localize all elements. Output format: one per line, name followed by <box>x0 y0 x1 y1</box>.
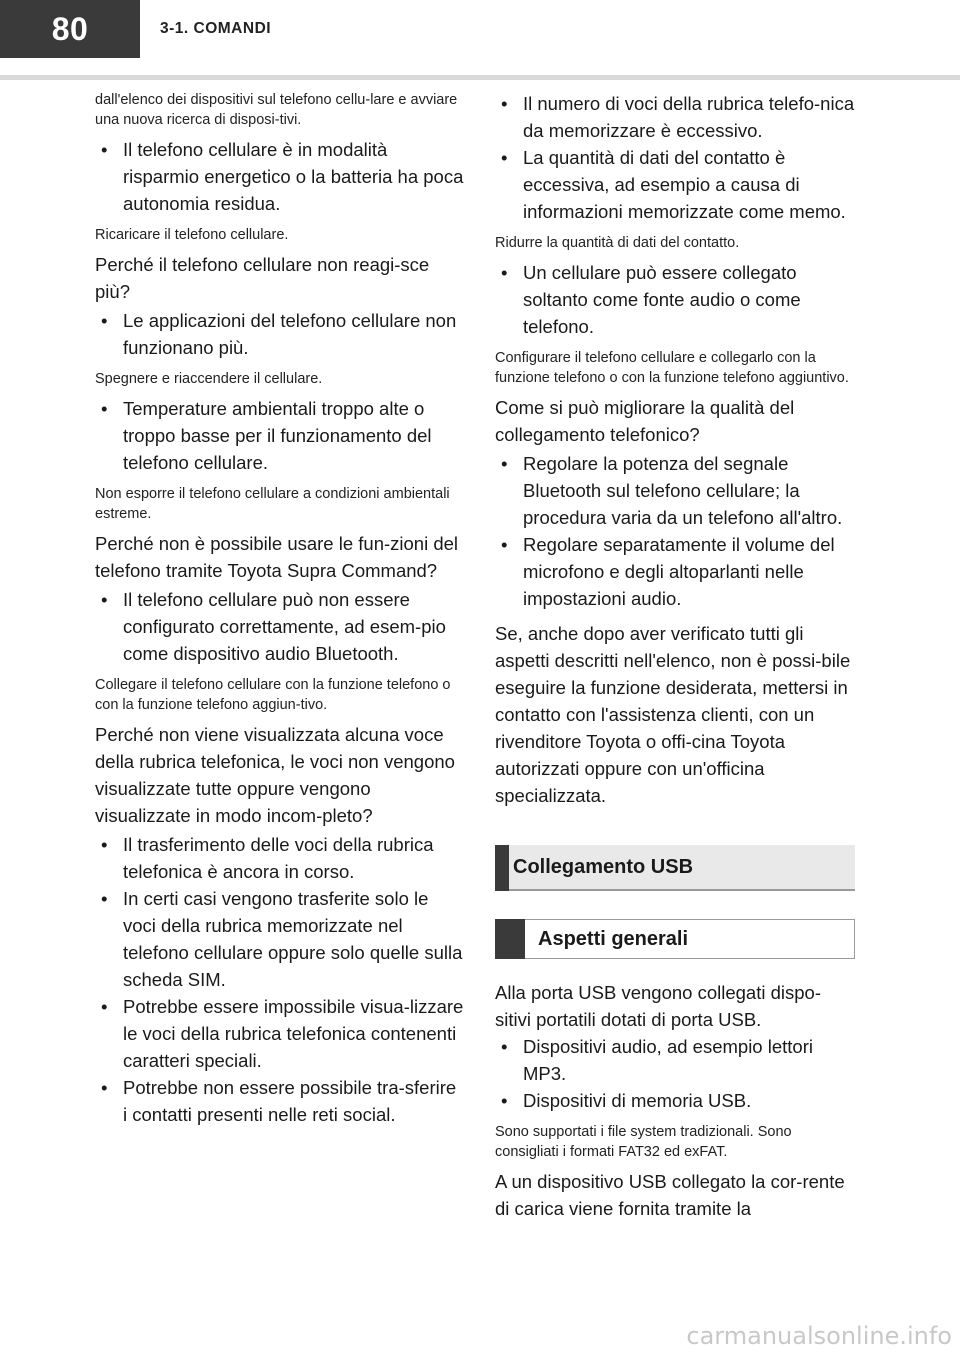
subsection-marker <box>495 919 525 959</box>
subsection-heading <box>495 919 855 959</box>
bullet-item <box>495 450 855 531</box>
bullet-icon: • <box>101 398 108 419</box>
bullet-item <box>95 885 465 993</box>
bullet-icon: • <box>501 534 508 555</box>
bullet-item <box>95 307 465 361</box>
bullet-icon: • <box>501 262 508 283</box>
bullet-text: Temperature ambientali troppo alte o troppo basse per il funzionamento del telefono cellulare. <box>123 398 432 473</box>
bullet-text: Potrebbe essere impossibile visua-lizzare le voci della rubrica telefonica contenenti caratteri speciali. <box>123 996 464 1071</box>
question-heading: Come si può migliorare la qualità del collegamento telefonico? <box>495 397 795 445</box>
bullet-icon: • <box>101 888 108 909</box>
question-heading: Perché il telefono cellulare non reagi-sce più? <box>95 254 430 302</box>
note-text: Spegnere e riaccendere il cellulare. <box>95 371 323 387</box>
bullet-icon: • <box>501 453 508 474</box>
bullet-icon: • <box>101 310 108 331</box>
body-paragraph: Alla porta USB vengono collegati dispo-sitivi portatili dotati di porta USB. <box>495 982 821 1030</box>
note-text: Ricaricare il telefono cellulare. <box>95 227 289 243</box>
bullet-item <box>95 993 465 1074</box>
note-text: Non esporre il telefono cellulare a condizioni ambientali estreme. <box>95 486 450 522</box>
bullet-item <box>95 831 465 885</box>
bullet-item <box>495 90 855 144</box>
bullet-text: Regolare separatamente il volume del microfono e degli altoparlanti nelle impostazioni audio. <box>523 534 835 609</box>
body-paragraph: A un dispositivo USB collegato la cor-rente di carica viene fornita tramite la <box>495 1171 845 1219</box>
note-text: Sono supportati i file system tradizionali. Sono consigliati i formati FAT32 ed exFAT. <box>495 1124 792 1160</box>
section-title: Collegamento USB <box>513 855 694 878</box>
question-heading: Perché non è possibile usare le fun-zioni del telefono tramite Toyota Supra Command? <box>95 533 459 581</box>
bullet-icon: • <box>101 139 108 160</box>
bullet-item <box>95 136 465 217</box>
bullet-icon: • <box>101 996 108 1017</box>
bullet-text: Potrebbe non essere possibile tra-sferire i contatti presenti nelle reti social. <box>123 1077 457 1125</box>
right-column <box>495 90 855 1232</box>
question-heading: Perché non viene visualizzata alcuna voce della rubrica telefonica, le voci non vengono visualizzate tutte oppure vengono visualizzate in modo incom-pleto? <box>95 724 455 826</box>
note-text: Ridurre la quantità di dati del contatto. <box>495 235 740 251</box>
header-divider <box>0 75 960 80</box>
bullet-icon: • <box>501 1036 508 1057</box>
bullet-text: Dispositivi audio, ad esempio lettori MP3. <box>523 1036 813 1084</box>
bullet-item <box>95 395 465 476</box>
bullet-item <box>495 259 855 340</box>
bullet-text: In certi casi vengono trasferite solo le voci della rubrica memorizzate nel telefono cellulare oppure solo quelle sulla scheda SIM. <box>123 888 463 990</box>
bullet-text: Il numero di voci della rubrica telefo-nica da memorizzare è eccessivo. <box>523 93 855 141</box>
bullet-text: Il telefono cellulare è in modalità risparmio energetico o la batteria ha poca autonomia residua. <box>123 139 464 214</box>
bullet-item <box>495 531 855 612</box>
bullet-icon: • <box>101 834 108 855</box>
page-number: 80 <box>0 0 140 58</box>
bullet-text: Dispositivi di memoria USB. <box>523 1090 752 1111</box>
section-heading <box>495 845 855 891</box>
bullet-icon: • <box>101 1077 108 1098</box>
body-paragraph: Se, anche dopo aver verificato tutti gli aspetti descritti nell'elenco, non è possi-bile eseguire la funzione desiderata, mettersi in contatto con l'assistenza clienti, con un rivenditore Toyota o offi-cina Toyota autorizzati oppure con un'officina specializzata. <box>495 623 851 806</box>
bullet-text: Il telefono cellulare può non essere configurato correttamente, ad esem-pio come dispositivo audio Bluetooth. <box>123 589 446 664</box>
section-marker <box>495 845 509 891</box>
left-column <box>95 90 465 1128</box>
bullet-text: Le applicazioni del telefono cellulare non funzionano più. <box>123 310 457 358</box>
bullet-item <box>495 1033 855 1087</box>
bullet-icon: • <box>501 93 508 114</box>
bullet-icon: • <box>501 147 508 168</box>
bullet-text: Regolare la potenza del segnale Bluetooth sul telefono cellulare; la procedura varia da un telefono all'altro. <box>523 453 843 528</box>
bullet-icon: • <box>101 589 108 610</box>
watermark: carmanualsonline.info <box>686 1322 952 1350</box>
section-label: 3-1. COMANDI <box>160 20 272 37</box>
bullet-text: Il trasferimento delle voci della rubrica telefonica è ancora in corso. <box>123 834 434 882</box>
subsection-title: Aspetti generali <box>538 927 689 950</box>
note-text: Configurare il telefono cellulare e collegarlo con la funzione telefono o con la funzione telefono aggiuntivo. <box>495 350 849 386</box>
bullet-text: Un cellulare può essere collegato soltanto come fonte audio o come telefono. <box>523 262 801 337</box>
bullet-icon: • <box>501 1090 508 1111</box>
bullet-item <box>95 1074 465 1128</box>
bullet-item <box>495 1087 855 1114</box>
bullet-text: La quantità di dati del contatto è eccessiva, ad esempio a causa di informazioni memorizzate come memo. <box>523 147 846 222</box>
note-text: Collegare il telefono cellulare con la funzione telefono o con la funzione telefono aggiun-tivo. <box>95 677 451 713</box>
note-text: dall'elenco dei dispositivi sul telefono cellu-lare e avviare una nuova ricerca di disposi-tivi. <box>95 92 458 128</box>
bullet-item <box>495 144 855 225</box>
bullet-item <box>95 586 465 667</box>
